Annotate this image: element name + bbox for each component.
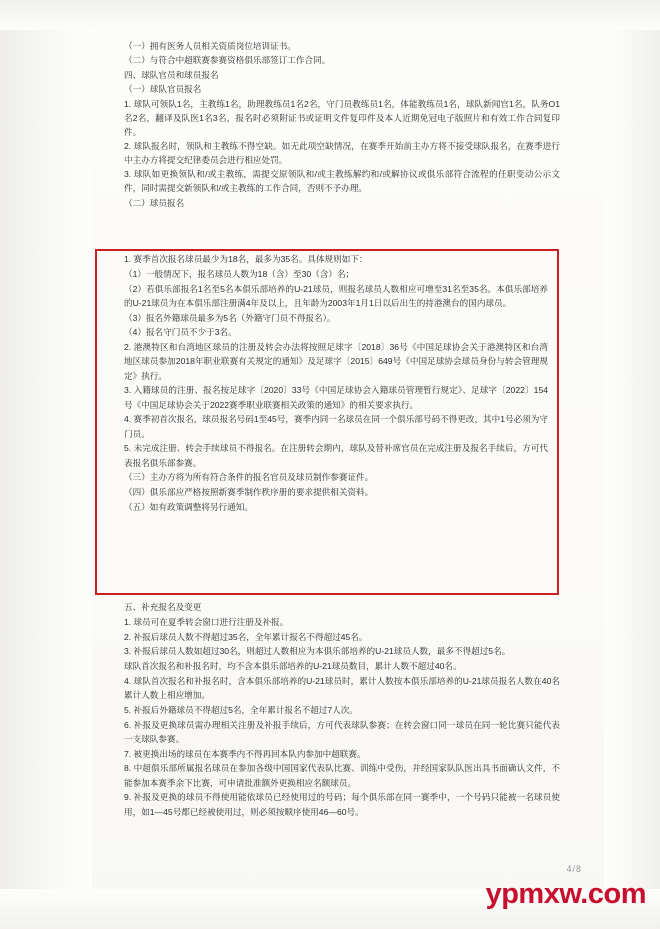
page-right-shading: [604, 0, 660, 929]
paragraph: （1）一般情况下，报名球员人数为18（含）至30（含）名；: [124, 268, 355, 279]
paragraph: 8. 中超俱乐部所属报名球员在参加各级中国国家代表队比赛、训练中受伤，并经国家队队医出具书面确认文件，不能参加本赛季余下比赛，可申请批准额外更换相应名额球员。: [124, 763, 560, 788]
page-number: 4/8: [566, 864, 582, 874]
subsection-heading: （一）球队官员报名: [124, 84, 202, 95]
paragraph: （2）若俱乐部报名1名至5名本俱乐部培养的U-21球员，则报名球员人数相应可增至31名至35名。本俱乐部培养的U-21球员为在本俱乐部注册满4年及以上，且年龄为2003年1月1日以后出生的持港澳台的国内球员。: [124, 283, 548, 308]
paragraph: 6. 补报及更换球员需办理相关注册及补报手续后，方可代表球队参赛；在转会窗口同一球员在同一轮比赛只能代表一支球队参赛。: [124, 719, 560, 744]
section-heading: 四、球队官员和球员报名: [124, 69, 219, 80]
paragraph: （3）报名外籍球员最多为5名（外籍守门员不得报名）。: [124, 312, 336, 323]
paragraph: 1. 赛季首次报名球员最少为18名，最多为35名。具体规则如下：: [124, 254, 368, 264]
paragraph: （四）俱乐部应严格按照新赛季制作秩序册的要求提供相关资料。: [124, 487, 374, 498]
subsection-heading: （二）球员报名: [124, 197, 185, 208]
paragraph: 2. 港澳特区和台湾地区球员的注册及转会办法将按照足球字〔2018〕36号《中国足球协会关于港澳特区和台湾地区球员参加2018年职业联赛有关规定的通知》及足球字〔2015〕649号《中国足球协会球员身份与转会管理规定》执行。: [124, 342, 548, 381]
paragraph: 3. 球队如更换领队和/或主教练，需提交原领队和/或主教练解约和/或解协议或俱乐部符合流程的任职变动公示文件，同时需提交新领队和/或主教练的工作合同，否则不予办理。: [124, 169, 560, 194]
page-top-shading: [0, 0, 660, 30]
paragraph: （三）主办方将为所有符合条件的报名官员及球员制作参赛证件。: [124, 472, 374, 483]
supplementary-text-block: [108, 600, 560, 819]
paragraph: （一）拥有医务人员相关资质岗位培训证书。: [124, 41, 296, 51]
paragraph: 4. 球队首次报名和补报名时，含本俱乐部培养的U-21球员时，累计人数按本俱乐部培养的U-21球员报名人数在40名累计人数上相应增加。: [124, 675, 560, 701]
paragraph: 4. 赛季初首次报名，球员报名号码1至45号，赛季内同一名球员在同一个俱乐部号码不得更改，其中1号必须为守门员。: [124, 414, 548, 439]
paragraph: 1. 球队可领队1名，主教练1名，助理教练员1名2名，守门员教练员1名，体能教练员1名，球队新闻官1名，队务О1名2名，翻译及队医1名3名，报名时必须附证书或证明文件复印件及本人近期免冠电子版照片和有效工作合同复印件。: [124, 98, 560, 137]
paragraph: 9. 补报及更换的球员不得使用能依球员已经使用过的号码；每个俱乐部在同一赛季中，一个号码只能被一名球员使用，如1—45号都已经被使用过，则必须按顺序使用46—60号。: [124, 792, 560, 817]
highlighted-text-block: [108, 252, 548, 515]
paragraph: 2. 球队报名时，领队和主教练不得空缺。如无此项空缺情况，在赛季开始前主办方将不接受球队报名，在赛季进行中主办方将提交纪律委员会进行相应处罚。: [124, 140, 560, 165]
paragraph: 5. 未完成注册、转会手续球员不得报名。在注册转会期内，球队及替补席官员在完成注册及报名手续后，方可代表报名俱乐部参赛。: [124, 443, 548, 468]
section-heading: 五、补充报名及变更: [124, 602, 202, 612]
intro-text-block: [108, 40, 560, 211]
page-left-shading: [0, 0, 92, 929]
paragraph: 1. 球员可在夏季转会窗口进行注册及补报。: [124, 616, 289, 627]
paragraph: 2. 补报后球员人数不得超过35名，全年累计报名不得超过45名。: [124, 631, 368, 642]
watermark-text: ypmxw.com: [485, 878, 646, 910]
paragraph: （4）报名守门员不少于3名。: [124, 327, 237, 338]
paragraph: （二）与符合中超联赛参赛资格俱乐部签订工作合同。: [124, 55, 331, 66]
paragraph: 7. 被更换出场的球员在本赛季内不得再回本队内参加中超联赛。: [124, 748, 366, 759]
paragraph: （五）如有政策调整将另行通知。: [124, 502, 253, 513]
paragraph: 3. 入籍球员的注册、报名按足球字〔2020〕33号《中国足球协会入籍球员管理暂行规定》、足球字〔2022〕154号《中国足球协会关于2022赛季职业联赛相关政策的通知》的相关要求执行。: [124, 385, 548, 410]
paragraph: 球队首次报名和补报名时，均不含本俱乐部培养的U-21球员数目，累计人数不超过40名。: [124, 661, 462, 672]
paragraph: 3. 补报后球员人数如超过30名，则超过人数相应为本俱乐部培养的U-21球员人数，最多不得超过5名。: [124, 646, 511, 657]
paragraph: 5. 补报后外籍球员不得超过5名，全年累计报名不超过7人次。: [124, 704, 358, 715]
